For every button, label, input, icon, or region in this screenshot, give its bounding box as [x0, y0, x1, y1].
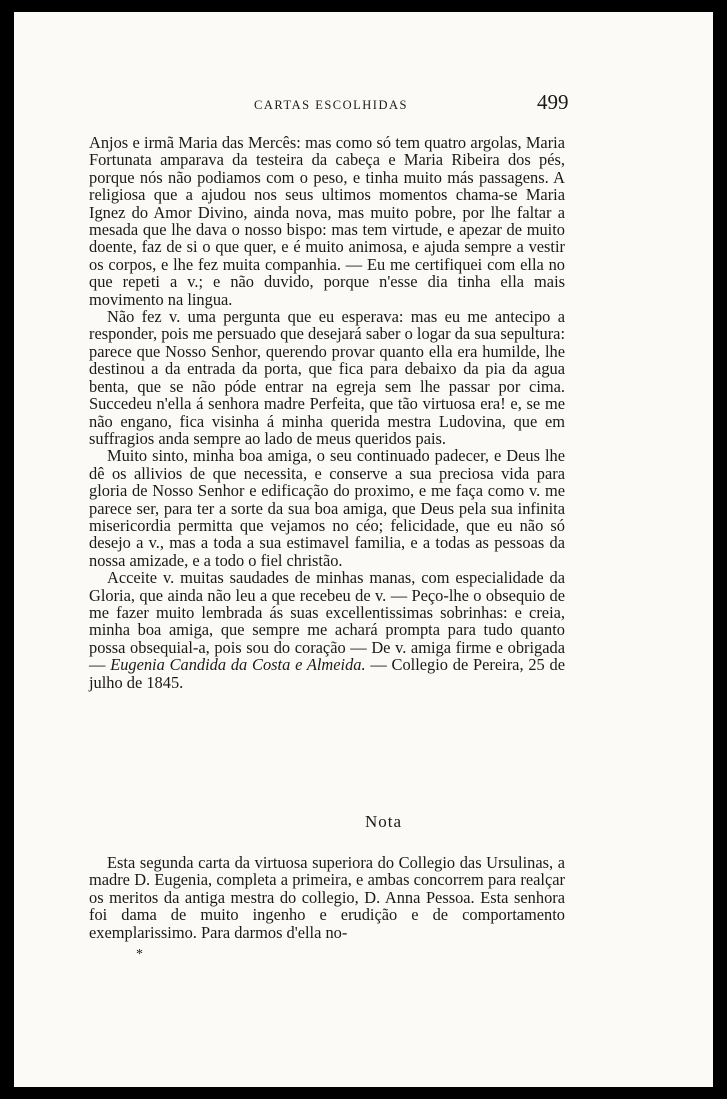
- paragraph: Não fez v. uma pergunta que eu esperava: mas eu me antecipo a responder, pois me persuado que desejará saber o logar da sua sepultura: parece que Nosso Senhor, querendo provar quanto ella era humilde, lhe destinou a da entrada da porta, que fica para debaixo da pia da agua benta, que se não póde entrar na egreja sem lhe passar por cima. Succedeu n'ella á senhora madre Perfeita, que tão virtuosa era! e, se me não engano, fica visinha á minha querida mestra Ludovina, que em suffragios anda sempre ao lado de meus queridos pais.: [89, 307, 565, 448]
- paragraph: Muito sinto, minha boa amiga, o seu continuado padecer, e Deus lhe dê os allivios de que necessita, e conserve a sua preciosa vida para gloria de Nosso Senhor e edificação do proximo, e me faça como v. me parece ser, para ter a sorte da sua boa amiga, que Deus pela sua infinita misericordia permitta que vejamos no céo; felicidade, que eu não só desejo a v., mas a toda a sua estimavel familia, e a todas as pessoas da nossa amizade, e a todo o fiel christão.: [89, 446, 565, 570]
- running-title: CARTAS ESCOLHIDAS: [254, 98, 408, 112]
- place-date: — Collegio de Pereira, 25 de julho de 1845.: [89, 655, 565, 692]
- book-page: [14, 12, 713, 1087]
- page-number: 499: [537, 90, 569, 114]
- paragraph: Anjos e irmã Maria das Mercês: mas como só tem quatro argolas, Maria Fortunata amparava da testeira da cabeça e Maria Ribeira dos pés, porque nós não podiamos com o peso, e tinha muito más passagens. A religiosa que a ajudou nos seus ultimos momentos chama-se Maria Ignez do Amor Divino, ainda nova, mas muito pobre, por lhe faltar a mesada que lhe dava o nosso bispo: mas tem virtude, e apezar de muito doente, faz de si o que quer, e é muito animosa, e ajuda sempre a vestir os corpos, e lhe fez muita companhia. — Eu me certifiquei com ella no que repeti a v.; e não duvido, porque n'esse dia tinha ella mais movimento na lingua.: [89, 133, 565, 309]
- signature-mark: *: [136, 947, 143, 962]
- nota-body: [89, 854, 565, 941]
- closing-paragraph-text: Acceite v. muitas saudades de minhas manas, com especialidade da Gloria, que ainda não leu a que recebeu de v. — Peço-lhe o obsequio de me fazer muito lembrada ás suas excellentissimas sobrinhas: e creia, minha boa amiga, que sempre me achará prompta para tudo quanto possa obsequial-a, pois sou do coração — De v. amiga firme e obrigada —: [89, 568, 565, 675]
- signature-name: Eugenia Candida da Costa e Almeida.: [110, 655, 366, 675]
- nota-heading: Nota: [364, 812, 403, 831]
- nota-paragraph: Esta segunda carta da virtuosa superiora do Collegio das Ursulinas, a madre D. Eugenia, completa a primeira, e ambas concorrem para realçar os meritos da antiga mestra do collegio, D. Anna Pessoa. Esta senhora foi dama de muito ingenho e erudição e de comportamento exemplarissimo. Para darmos d'ella no-: [89, 853, 565, 942]
- running-header: [14, 90, 713, 114]
- letter-body: [89, 134, 565, 691]
- closing-paragraph: [89, 569, 565, 691]
